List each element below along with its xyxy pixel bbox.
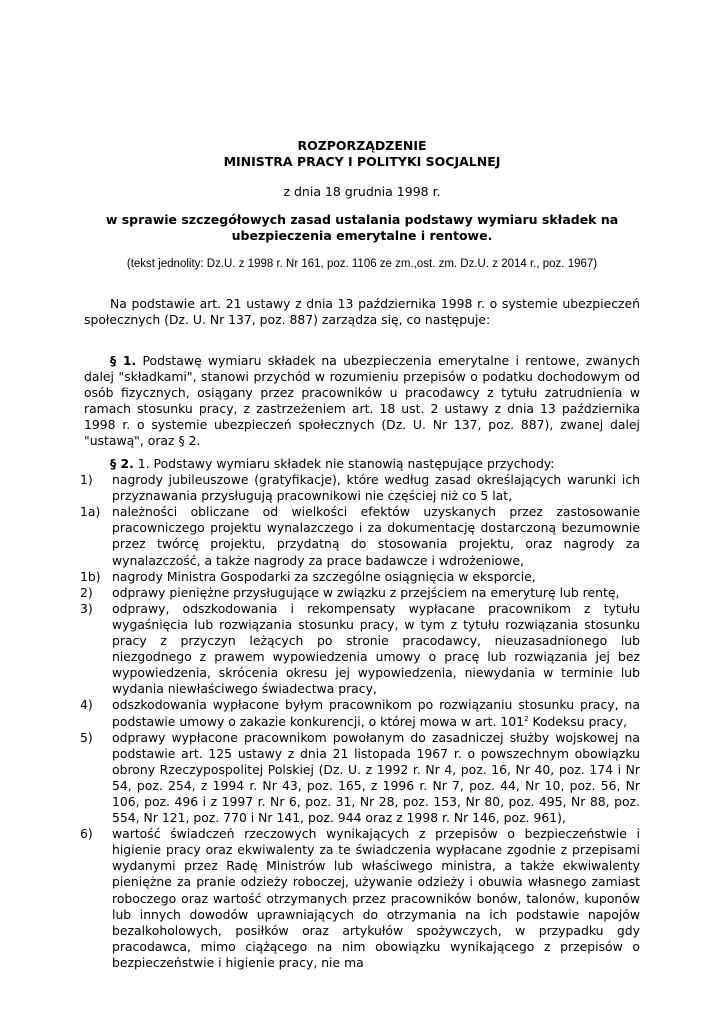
list-item-text: nagrody Ministra Gospodarki za szczególne osiągnięcia w eksporcie, <box>112 568 536 584</box>
list-item <box>80 600 640 698</box>
section-2-heading <box>84 456 640 472</box>
section-2-label: § 2. <box>110 456 134 471</box>
superscript: 2 <box>524 714 529 723</box>
legal-basis-paragraph: Na podstawie art. 21 ustawy z dnia 13 października 1998 r. o systemie ubezpieczeń społecznych (Dz. U. Nr 137, poz. 887) zarządza się, co następuje: <box>84 296 640 328</box>
list-item <box>80 568 640 585</box>
subject-line-1: w sprawie szczegółowych zasad ustalania podstawy wymiaru składek na <box>105 212 619 227</box>
list-item <box>80 472 640 504</box>
list-item-text: należności obliczane od wielkości efektów uzyskanych przez zastosowanie pracowniczego projektu wynalazczego i za dokumentację dostarczoną bezumownie przez twórcę projektu, przydatną do stosowania projektu, oraz nagrody za wynalazczość, a także nagrody za prace badawcze i wdrożeniowe, <box>112 504 640 568</box>
list-item-text: odprawy, odszkodowania i rekompensaty wypłacane pracownikom z tytułu wygaśnięcia lub rozwiązania stosunku pracy, w tym z tytułu rozwiązania stosunku pracy z przyczyn leżących po stronie pracodawcy, nieuzasadnionego lub niezgodnego z prawem wypowiedzenia umowy o pracę lub rozwiązania jej bez wypowiedzenia, skrócenia okresu jej wypowiedzenia, niewydania w terminie lub wydania niewłaściwego świadectwa pracy, <box>112 600 640 697</box>
document-date: z dnia 18 grudnia 1998 r. <box>283 184 441 199</box>
list-item-text: odprawy wypłacone pracownikom powołanym do zasadniczej służby wojskowej na podstawie art. 125 ustawy z dnia 21 listopada 1967 r. o powszechnym obowiązku obrony Rzeczypospolitej Polskiej (Dz. U. z 1992 r. Nr 4, poz. 16, Nr 40, poz. 174 i Nr 54, poz. 254, z 1994 r. Nr 43, poz. 165, z 1996 r. Nr 7, poz. 44, Nr 10, poz. 56, Nr 106, poz. 496 i z 1997 r. Nr 6, poz. 31, Nr 28, poz. 153, Nr 80, poz. 495, Nr 88, poz. 554, Nr 121, poz. 770 i Nr 141, poz. 944 oraz z 1998 r. Nr 146, poz. 961), <box>112 729 640 826</box>
list-item-number: 3) <box>80 600 93 616</box>
list-item-text: wartość świadczeń rzeczowych wynikających z przepisów o bezpieczeństwie i higienie pracy oraz ekwiwalenty za te świadczenia wypłacane zgodnie z przepisami wydanymi przez Radę Ministrów lub właściwego ministra, a także ekwiwalenty pieniężne za pranie odzieży roboczej, używanie odzieży i obuwia własnego zamiast roboczego oraz wartość otrzymanych przez pracowników bonów, talonów, kuponów lub innych dowodów uprawniających do otrzymania na ich podstawie napojów bezalkoholowych, posiłków oraz artykułów spożywczych, w przypadku gdy pracodawca, mimo ciążącego na nim obowiązku wynikającego z przepisów o bezpieczeństwie i higienie pracy, nie ma <box>112 826 640 970</box>
consolidated-text-note: (tekst jednolity: Dz.U. z 1998 r. Nr 161, poz. 1106 ze zm.,ost. zm. Dz.U. z 2014 r., poz. 1967) <box>126 258 598 270</box>
document-title: ROZPORZĄDZENIE <box>297 138 427 153</box>
section-1-label: § 1. <box>110 353 137 368</box>
list-item-text: nagrody jubileuszowe (gratyfikacje), które według zasad określających warunki ich przyznawania przysługują pracownikowi nie częściej niż co 5 lat, <box>112 472 640 504</box>
list-item-number: 5) <box>80 729 93 745</box>
section-1 <box>84 353 640 450</box>
list-item-number: 2) <box>80 584 93 600</box>
document-subject <box>0 212 724 244</box>
list-item-text-tail: Kodeksu pracy, <box>528 713 628 729</box>
list-item <box>80 826 640 971</box>
subject-line-2: ubezpieczenia emerytalne i rentowe. <box>231 228 493 243</box>
list-item-number: 1) <box>80 472 93 488</box>
list-item <box>80 697 640 729</box>
list-item <box>80 504 640 568</box>
list-item <box>80 729 640 827</box>
list-item-number: 1b) <box>80 568 101 584</box>
list-item-number: 6) <box>80 826 93 842</box>
section-2-intro: 1. Podstawy wymiaru składek nie stanowią następujące przychody: <box>133 456 555 471</box>
section-2 <box>80 456 640 971</box>
list-item <box>80 584 640 601</box>
list-item-text: odszkodowania wypłacone byłym pracownikom po rozwiązaniu stosunku pracy, na podstawie umowy o zakazie konkurencji, o której mowa w art. 101 <box>112 697 640 729</box>
issuing-authority: MINISTRA PRACY I POLITYKI SOCJALNEJ <box>223 154 501 169</box>
list-item-number: 4) <box>80 697 93 713</box>
section-1-text: Podstawę wymiaru składek na ubezpieczenia emerytalne i rentowe, zwanych dalej "składkami", stanowi przychód w rozumieniu przepisów o podatku dochodowym od osób fizycznych, osiągany przez pracowników u pracodawcy z tytułu zatrudnienia w ramach stosunku pracy, z zastrzeżeniem art. 18 ust. 2 ustawy z dnia 13 października 1998 r. o systemie ubezpieczeń społecznych (Dz. U. Nr 137, poz. 887), zwanej dalej "ustawą", oraz § 2. <box>84 353 641 449</box>
list-item-text: odprawy pieniężne przysługujące w związku z przejściem na emeryturę lub rentę, <box>112 584 620 600</box>
list-item-number: 1a) <box>80 504 101 520</box>
